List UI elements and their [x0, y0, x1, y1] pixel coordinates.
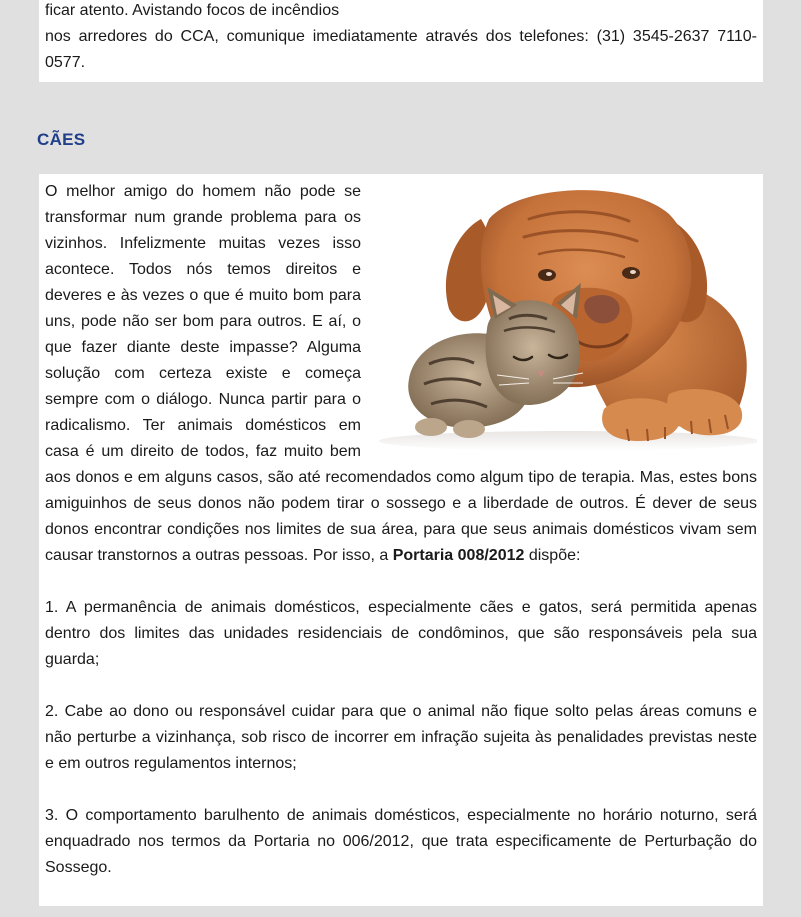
paragraph-spacer [45, 673, 757, 699]
section-title-caes: CÃES [37, 130, 86, 149]
rule-item: 2. Cabe ao dono ou responsável cuidar para que o animal não fique solto pelas áreas comuns e não perturbe a vizinhança, sob risco de incorrer em infração sujeita às penalidades previstas neste e em outros regulamentos internos; [45, 703, 757, 772]
fire-notice-line-2: nos arredores do CCA, comunique imediatamente através dos telefones: (31) 3545-2637 7110-0577. [45, 28, 757, 71]
dogs-intro-text: O melhor amigo do homem não pode se transformar num grande problema para os vizinhos. Infelizmente muitas vezes isso acontece. Todos nós temos direitos e deveres e às vezes o que é muito bom para uns, pode não ser bom para outros. E aí, o que fazer diante deste impasse? Alguma solução com certeza existe e começa sempre com o diálogo. Nunca partir para o radicalismo. Ter animais domésticos em casa é um direito de todos, faz muito bem aos donos e em alguns casos, são até recomendados como algum tipo de terapia. Mas, estes bons amiguinhos de seus donos não podem tirar o sossego e a liberdade de outros. É dever de seus donos encontrar condições nos limites de sua área, para que seus animais domésticos vivam sem causar transtornos a outras pessoas. Por isso, a [45, 183, 757, 564]
dogs-intro-end: dispõe: [524, 547, 581, 564]
rule-item: 1. A permanência de animais domésticos, especialmente cães e gatos, será permitida apenas dentro dos limites das unidades residenciais de condôminos, que são responsáveis pela sua guarda; [45, 599, 757, 668]
dogs-section-panel [39, 174, 763, 906]
paragraph-spacer [45, 777, 757, 803]
fire-notice-line-1: ficar atento. Avistando focos de incêndios [45, 2, 340, 19]
fire-notice-text [45, 0, 757, 76]
rule-item: 3. O comportamento barulhento de animais domésticos, especialmente no horário noturno, será enquadrado nos termos da Portaria no 006/2012, que trata especificamente de Perturbação do Sossego. [45, 807, 757, 876]
dog-and-kitten-photo [369, 179, 757, 451]
fire-notice-panel [39, 0, 763, 82]
dog-and-kitten-illustration [369, 179, 757, 451]
ordinance-reference: Portaria 008/2012 [392, 547, 525, 564]
paragraph-spacer [45, 569, 757, 595]
